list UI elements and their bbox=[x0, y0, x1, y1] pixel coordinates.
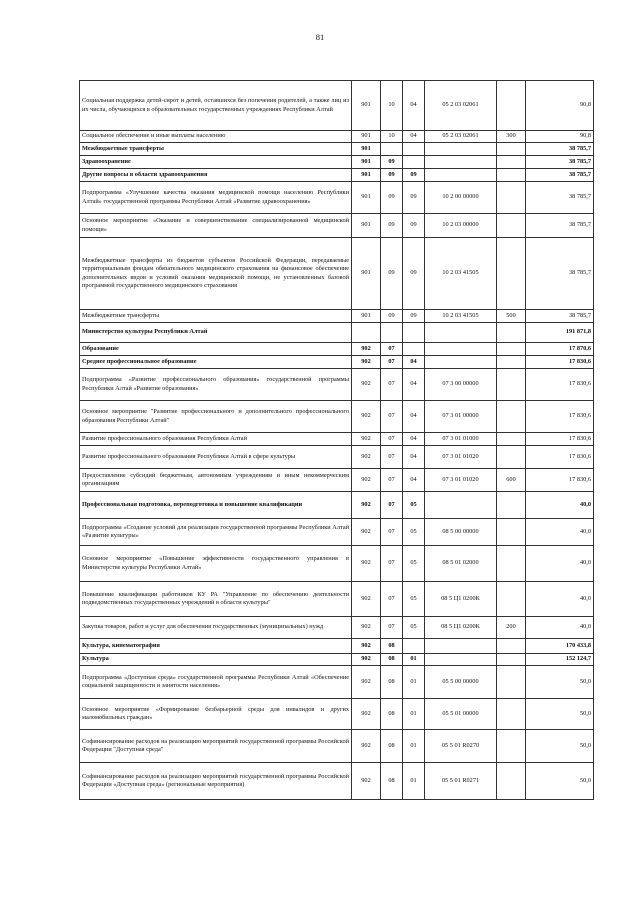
table-row bbox=[80, 369, 594, 401]
row-subsection-code-cell: 05 bbox=[403, 519, 425, 546]
row-section-code-cell: 08 bbox=[381, 730, 403, 763]
row-expense-type-cell: 300 bbox=[497, 131, 526, 143]
row-name-cell: Подпрограмма «Создание условий для реализации государственной программы Республики Алтай «Развитие культуры» bbox=[80, 519, 352, 546]
row-expense-type-cell bbox=[497, 156, 526, 169]
row-section-code-cell: 07 bbox=[381, 492, 403, 519]
row-name-cell: Закупка товаров, работ и услуг для обеспечения государственных (муниципальных) нужд bbox=[80, 617, 352, 639]
row-amount-cell: 50,0 bbox=[526, 666, 594, 699]
row-name-cell: Министерство культуры Республики Алтай bbox=[80, 323, 352, 343]
row-section-code-cell: 08 bbox=[381, 763, 403, 800]
row-admin-code-cell: 902 bbox=[352, 699, 381, 730]
row-target-article-cell bbox=[425, 143, 497, 156]
row-amount-cell: 40,0 bbox=[526, 519, 594, 546]
row-expense-type-cell bbox=[497, 639, 526, 654]
table-row bbox=[80, 654, 594, 666]
row-amount-cell: 38 785,7 bbox=[526, 156, 594, 169]
row-expense-type-cell bbox=[497, 238, 526, 310]
row-admin-code-cell: 901 bbox=[352, 169, 381, 182]
row-name-cell: Софинансирование расходов на реализацию мероприятий государственной программы Российской Федерации "Доступная среда" bbox=[80, 730, 352, 763]
table-row bbox=[80, 639, 594, 654]
row-admin-code-cell: 902 bbox=[352, 343, 381, 356]
row-section-code-cell: 09 bbox=[381, 214, 403, 238]
row-name-cell: Межбюджетные трансферты bbox=[80, 310, 352, 323]
row-amount-cell: 40,0 bbox=[526, 617, 594, 639]
row-section-code-cell: 08 bbox=[381, 654, 403, 666]
table-row bbox=[80, 666, 594, 699]
row-expense-type-cell bbox=[497, 433, 526, 446]
row-expense-type-cell: 600 bbox=[497, 469, 526, 492]
row-target-article-cell bbox=[425, 169, 497, 182]
row-amount-cell: 152 124,7 bbox=[526, 654, 594, 666]
row-target-article-cell: 08 5 Ц1 0200К bbox=[425, 617, 497, 639]
row-name-cell: Подпрограмма «Доступная среда» государственной программы Республики Алтай «Обеспечение социальной защищенности и занятости населения» bbox=[80, 666, 352, 699]
row-subsection-code-cell: 04 bbox=[403, 356, 425, 369]
row-name-cell: Развитие профессионального образования Республики Алтай bbox=[80, 433, 352, 446]
table-row bbox=[80, 617, 594, 639]
row-expense-type-cell bbox=[497, 492, 526, 519]
row-section-code-cell: 07 bbox=[381, 369, 403, 401]
row-target-article-cell: 05 2 03 02061 bbox=[425, 81, 497, 131]
table-row bbox=[80, 582, 594, 617]
row-section-code-cell: 09 bbox=[381, 238, 403, 310]
row-amount-cell: 17 830,6 bbox=[526, 446, 594, 469]
row-section-code-cell bbox=[381, 143, 403, 156]
table-row bbox=[80, 131, 594, 143]
row-subsection-code-cell bbox=[403, 156, 425, 169]
row-amount-cell: 38 785,7 bbox=[526, 143, 594, 156]
row-section-code-cell bbox=[381, 323, 403, 343]
row-target-article-cell: 10 2 00 00000 bbox=[425, 182, 497, 214]
row-section-code-cell: 07 bbox=[381, 546, 403, 582]
row-name-cell: Образование bbox=[80, 343, 352, 356]
table-row bbox=[80, 446, 594, 469]
table-row bbox=[80, 156, 594, 169]
row-section-code-cell: 07 bbox=[381, 401, 403, 433]
row-expense-type-cell bbox=[497, 730, 526, 763]
row-amount-cell: 38 785,7 bbox=[526, 182, 594, 214]
row-target-article-cell: 10 2 03 41505 bbox=[425, 310, 497, 323]
row-target-article-cell bbox=[425, 654, 497, 666]
row-amount-cell: 191 871,8 bbox=[526, 323, 594, 343]
row-section-code-cell: 07 bbox=[381, 617, 403, 639]
row-expense-type-cell bbox=[497, 446, 526, 469]
row-target-article-cell: 07 3 01 01000 bbox=[425, 433, 497, 446]
row-expense-type-cell bbox=[497, 369, 526, 401]
row-expense-type-cell bbox=[497, 546, 526, 582]
row-expense-type-cell: 200 bbox=[497, 617, 526, 639]
row-amount-cell: 50,0 bbox=[526, 730, 594, 763]
row-target-article-cell: 10 2 03 41505 bbox=[425, 238, 497, 310]
table-row bbox=[80, 81, 594, 131]
row-name-cell: Среднее профессиональное образование bbox=[80, 356, 352, 369]
row-admin-code-cell: 902 bbox=[352, 401, 381, 433]
row-amount-cell: 40,0 bbox=[526, 582, 594, 617]
row-expense-type-cell bbox=[497, 169, 526, 182]
table-row bbox=[80, 310, 594, 323]
row-subsection-code-cell: 09 bbox=[403, 169, 425, 182]
row-subsection-code-cell: 04 bbox=[403, 469, 425, 492]
row-target-article-cell bbox=[425, 156, 497, 169]
row-subsection-code-cell: 01 bbox=[403, 730, 425, 763]
row-name-cell: Межбюджетные трансферты bbox=[80, 143, 352, 156]
row-expense-type-cell bbox=[497, 763, 526, 800]
table-row bbox=[80, 492, 594, 519]
row-section-code-cell: 07 bbox=[381, 469, 403, 492]
row-admin-code-cell: 902 bbox=[352, 763, 381, 800]
row-expense-type-cell bbox=[497, 143, 526, 156]
row-expense-type-cell bbox=[497, 699, 526, 730]
row-section-code-cell: 07 bbox=[381, 433, 403, 446]
table-row bbox=[80, 433, 594, 446]
table-row bbox=[80, 343, 594, 356]
row-admin-code-cell: 901 bbox=[352, 310, 381, 323]
row-name-cell: Культура, кинематография bbox=[80, 639, 352, 654]
row-name-cell: Здравоохранение bbox=[80, 156, 352, 169]
row-name-cell: Социальная поддержка детей-сирот и детей, оставшихся без попечения родителей, а также лиц из их числа, обучающихся в образовательных государственных учреждениях Республики Алтай bbox=[80, 81, 352, 131]
row-section-code-cell: 09 bbox=[381, 169, 403, 182]
row-subsection-code-cell: 01 bbox=[403, 666, 425, 699]
row-subsection-code-cell: 09 bbox=[403, 238, 425, 310]
row-name-cell: Софинансирование расходов на реализацию мероприятий государственной программы Российской Федерации «Доступная среда» (региональные мероприятия) bbox=[80, 763, 352, 800]
row-admin-code-cell: 902 bbox=[352, 617, 381, 639]
row-admin-code-cell: 902 bbox=[352, 639, 381, 654]
row-name-cell: Повышение квалификации работников КУ РА "Управление по обеспечению деятельности подведомственных государственных учреждений в области культуры" bbox=[80, 582, 352, 617]
row-amount-cell: 17 870,6 bbox=[526, 343, 594, 356]
row-subsection-code-cell: 05 bbox=[403, 617, 425, 639]
row-amount-cell: 17 830,6 bbox=[526, 401, 594, 433]
row-name-cell: Основное мероприятие "Развитие профессионального и дополнительного профессионального образования Республики Алтай" bbox=[80, 401, 352, 433]
row-subsection-code-cell: 05 bbox=[403, 582, 425, 617]
row-target-article-cell: 08 5 01 02000 bbox=[425, 546, 497, 582]
row-expense-type-cell bbox=[497, 323, 526, 343]
table-row bbox=[80, 763, 594, 800]
row-subsection-code-cell: 09 bbox=[403, 182, 425, 214]
row-name-cell: Предоставление субсидий бюджетным, автономным учреждениям и иным некоммерческим организациям bbox=[80, 469, 352, 492]
row-section-code-cell: 09 bbox=[381, 310, 403, 323]
row-amount-cell: 50,0 bbox=[526, 699, 594, 730]
row-target-article-cell: 08 5 00 00000 bbox=[425, 519, 497, 546]
row-amount-cell: 17 830,6 bbox=[526, 356, 594, 369]
row-subsection-code-cell: 04 bbox=[403, 433, 425, 446]
row-admin-code-cell: 902 bbox=[352, 730, 381, 763]
row-section-code-cell: 07 bbox=[381, 446, 403, 469]
row-name-cell: Основное мероприятие «Повышение эффективности государственного управления в Министерстве культуры Республики Алтай» bbox=[80, 546, 352, 582]
table-row bbox=[80, 214, 594, 238]
row-section-code-cell: 07 bbox=[381, 343, 403, 356]
row-name-cell: Основное мероприятие «Оказание и совершенствование специализированной медицинской помощи» bbox=[80, 214, 352, 238]
row-amount-cell: 40,0 bbox=[526, 492, 594, 519]
row-target-article-cell bbox=[425, 356, 497, 369]
row-admin-code-cell: 902 bbox=[352, 469, 381, 492]
row-admin-code-cell: 902 bbox=[352, 519, 381, 546]
row-admin-code-cell: 901 bbox=[352, 182, 381, 214]
row-subsection-code-cell: 04 bbox=[403, 401, 425, 433]
row-target-article-cell: 05 5 01 00000 bbox=[425, 699, 497, 730]
table-row bbox=[80, 401, 594, 433]
row-admin-code-cell: 902 bbox=[352, 356, 381, 369]
row-expense-type-cell bbox=[497, 182, 526, 214]
row-admin-code-cell: 901 bbox=[352, 214, 381, 238]
row-amount-cell: 38 785,7 bbox=[526, 169, 594, 182]
row-name-cell: Основное мероприятие «Формирование безбарьерной среды для инвалидов и других маломобильных граждан» bbox=[80, 699, 352, 730]
row-subsection-code-cell: 04 bbox=[403, 446, 425, 469]
table-row bbox=[80, 323, 594, 343]
row-name-cell: Развитие профессионального образования Республики Алтай в сфере культуры bbox=[80, 446, 352, 469]
row-expense-type-cell bbox=[497, 519, 526, 546]
table-row bbox=[80, 730, 594, 763]
row-section-code-cell: 09 bbox=[381, 156, 403, 169]
row-target-article-cell: 05 5 01 R0271 bbox=[425, 763, 497, 800]
row-expense-type-cell bbox=[497, 356, 526, 369]
page-number: 81 bbox=[315, 32, 325, 42]
row-target-article-cell bbox=[425, 492, 497, 519]
row-admin-code-cell: 902 bbox=[352, 654, 381, 666]
table-row bbox=[80, 143, 594, 156]
row-target-article-cell bbox=[425, 343, 497, 356]
row-target-article-cell: 08 5 Ц1 0200К bbox=[425, 582, 497, 617]
table-row bbox=[80, 182, 594, 214]
row-section-code-cell: 10 bbox=[381, 131, 403, 143]
row-target-article-cell bbox=[425, 323, 497, 343]
row-amount-cell: 170 433,8 bbox=[526, 639, 594, 654]
row-expense-type-cell bbox=[497, 666, 526, 699]
row-expense-type-cell bbox=[497, 582, 526, 617]
row-name-cell: Подпрограмма «Развитие профессионального образования» государственной программы Республики Алтай «Развитие образования» bbox=[80, 369, 352, 401]
row-amount-cell: 50,0 bbox=[526, 763, 594, 800]
row-admin-code-cell: 902 bbox=[352, 369, 381, 401]
row-subsection-code-cell: 01 bbox=[403, 654, 425, 666]
row-amount-cell: 17 830,6 bbox=[526, 369, 594, 401]
row-amount-cell: 17 830,6 bbox=[526, 433, 594, 446]
row-admin-code-cell bbox=[352, 323, 381, 343]
row-section-code-cell: 07 bbox=[381, 519, 403, 546]
row-section-code-cell: 09 bbox=[381, 182, 403, 214]
row-subsection-code-cell bbox=[403, 639, 425, 654]
row-amount-cell: 17 830,6 bbox=[526, 469, 594, 492]
row-name-cell: Социальное обеспечение и иные выплаты населению bbox=[80, 131, 352, 143]
row-name-cell: Другие вопросы в области здравоохранения bbox=[80, 169, 352, 182]
row-target-article-cell: 07 3 01 00000 bbox=[425, 401, 497, 433]
budget-table bbox=[79, 80, 594, 800]
row-subsection-code-cell bbox=[403, 343, 425, 356]
row-target-article-cell: 07 3 01 01020 bbox=[425, 469, 497, 492]
row-name-cell: Подпрограмма «Улучшение качества оказания медицинской помощи населению Республики Алтай» государственной программы Республики Алтай «Развитие здравоохранения» bbox=[80, 182, 352, 214]
row-target-article-cell: 10 2 03 00000 bbox=[425, 214, 497, 238]
row-admin-code-cell: 902 bbox=[352, 446, 381, 469]
row-section-code-cell: 08 bbox=[381, 699, 403, 730]
table-row bbox=[80, 519, 594, 546]
row-admin-code-cell: 902 bbox=[352, 582, 381, 617]
row-admin-code-cell: 901 bbox=[352, 238, 381, 310]
row-section-code-cell: 10 bbox=[381, 81, 403, 131]
table-row bbox=[80, 469, 594, 492]
row-subsection-code-cell: 09 bbox=[403, 214, 425, 238]
row-target-article-cell: 05 2 03 02061 bbox=[425, 131, 497, 143]
row-subsection-code-cell: 04 bbox=[403, 131, 425, 143]
row-admin-code-cell: 901 bbox=[352, 143, 381, 156]
table-row bbox=[80, 546, 594, 582]
row-amount-cell: 38 785,7 bbox=[526, 310, 594, 323]
row-section-code-cell: 08 bbox=[381, 666, 403, 699]
row-section-code-cell: 07 bbox=[381, 356, 403, 369]
row-subsection-code-cell bbox=[403, 143, 425, 156]
row-target-article-cell bbox=[425, 639, 497, 654]
row-admin-code-cell: 901 bbox=[352, 81, 381, 131]
table-row bbox=[80, 356, 594, 369]
row-admin-code-cell: 902 bbox=[352, 666, 381, 699]
row-target-article-cell: 05 5 01 R0270 bbox=[425, 730, 497, 763]
row-expense-type-cell bbox=[497, 343, 526, 356]
table-row bbox=[80, 238, 594, 310]
row-admin-code-cell: 901 bbox=[352, 156, 381, 169]
row-target-article-cell: 07 3 01 01020 bbox=[425, 446, 497, 469]
row-subsection-code-cell bbox=[403, 323, 425, 343]
row-target-article-cell: 07 3 00 00000 bbox=[425, 369, 497, 401]
row-admin-code-cell: 902 bbox=[352, 492, 381, 519]
row-target-article-cell: 05 5 00 00000 bbox=[425, 666, 497, 699]
row-amount-cell: 90,8 bbox=[526, 131, 594, 143]
row-amount-cell: 90,8 bbox=[526, 81, 594, 131]
row-expense-type-cell bbox=[497, 654, 526, 666]
budget-table-body bbox=[80, 81, 594, 800]
row-name-cell: Культура bbox=[80, 654, 352, 666]
row-subsection-code-cell: 09 bbox=[403, 310, 425, 323]
table-row bbox=[80, 699, 594, 730]
table-row bbox=[80, 169, 594, 182]
row-expense-type-cell: 500 bbox=[497, 310, 526, 323]
row-expense-type-cell bbox=[497, 214, 526, 238]
row-admin-code-cell: 902 bbox=[352, 546, 381, 582]
row-amount-cell: 38 785,7 bbox=[526, 238, 594, 310]
row-section-code-cell: 08 bbox=[381, 639, 403, 654]
row-name-cell: Профессиональная подготовка, переподготовка и повышение квалификации bbox=[80, 492, 352, 519]
row-amount-cell: 40,0 bbox=[526, 546, 594, 582]
row-subsection-code-cell: 01 bbox=[403, 763, 425, 800]
row-subsection-code-cell: 05 bbox=[403, 546, 425, 582]
row-subsection-code-cell: 01 bbox=[403, 699, 425, 730]
row-expense-type-cell bbox=[497, 81, 526, 131]
row-admin-code-cell: 902 bbox=[352, 433, 381, 446]
row-expense-type-cell bbox=[497, 401, 526, 433]
row-amount-cell: 38 785,7 bbox=[526, 214, 594, 238]
row-admin-code-cell: 901 bbox=[352, 131, 381, 143]
row-section-code-cell: 07 bbox=[381, 582, 403, 617]
row-subsection-code-cell: 04 bbox=[403, 81, 425, 131]
row-subsection-code-cell: 05 bbox=[403, 492, 425, 519]
row-name-cell: Межбюджетные трансферты из бюджетов субъектов Российской Федерации, передаваемые территориальным фондам обязательного медицинского страхования на финансовое обеспечение дополнительных видов и условий оказания медицинской помощи, не установленных базовой программой государственного медицинского страхования bbox=[80, 238, 352, 310]
row-subsection-code-cell: 04 bbox=[403, 369, 425, 401]
